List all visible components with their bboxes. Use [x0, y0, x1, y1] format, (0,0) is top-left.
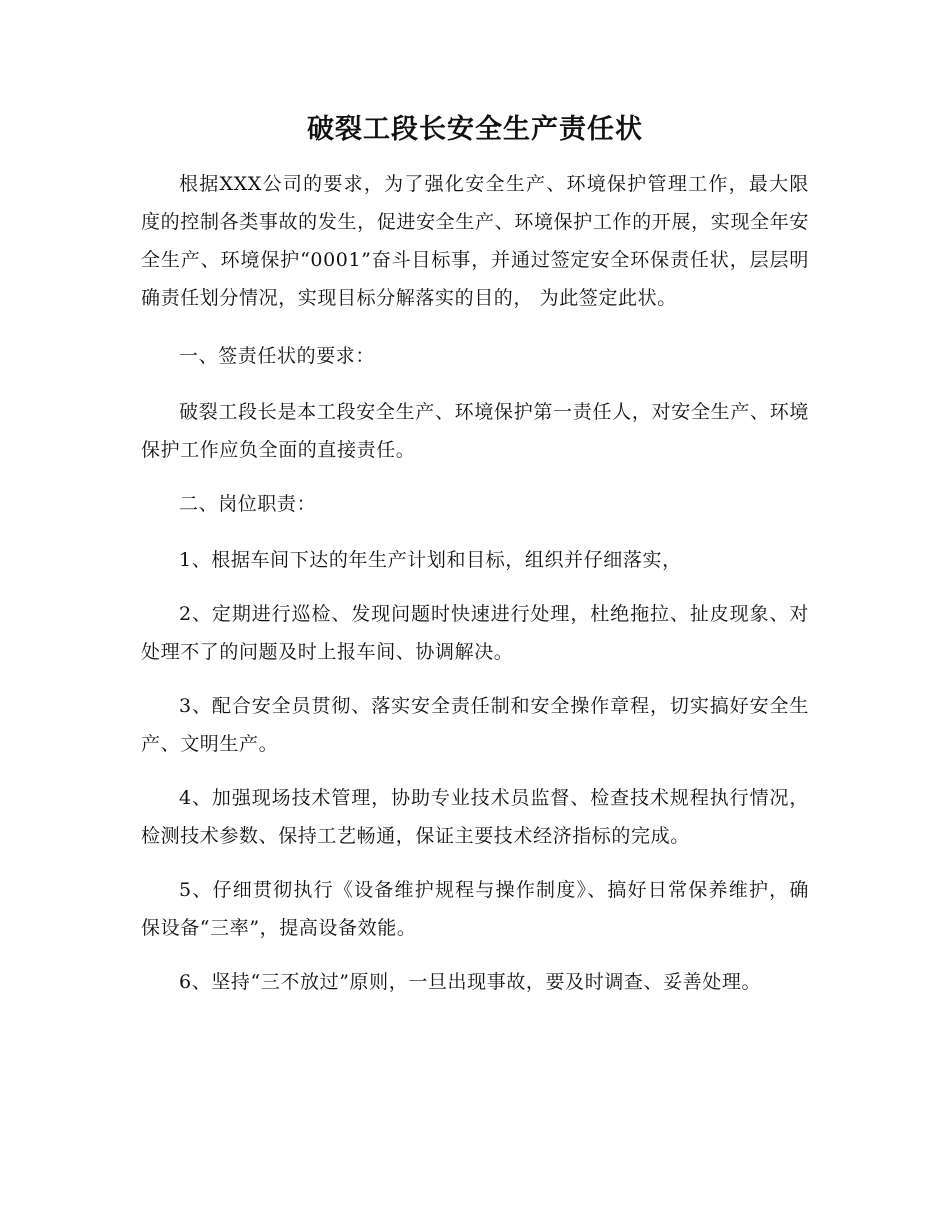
intro-paragraph: 根据XXX公司的要求，为了强化安全生产、环境保护管理工作，最大限度的控制各类事故的发生，促进安全生产、环境保护工作的开展，实现全年安全生产、环境保护“0001”奋斗目标事，并通过签定安全环保责任状，层层明确责任划分情况，实现目标分解落实的目的， 为此签定此状。 [141, 173, 809, 309]
section-heading-requirements: 一、签责任状的要求： [179, 345, 376, 367]
duty-item-6: 6、坚持“三不放过”原则，一旦出现事故，要及时调查、妥善处理。 [179, 971, 762, 993]
duty-item-4: 4、加强现场技术管理，协助专业技术员监督、检查技术规程执行情况，检测技术参数、保持工艺畅通，保证主要技术经济指标的完成。 [141, 787, 809, 847]
duty-item-1: 1、根据车间下达的年生产计划和目标，组织并仔细落实， [179, 549, 682, 571]
document-body [141, 165, 809, 1017]
duty-item-3: 3、配合安全员贯彻、落实安全责任制和安全操作章程，切实搞好安全生产、文明生产。 [141, 695, 809, 755]
section-heading-duties: 二、岗位职责： [179, 493, 317, 515]
document-title: 破裂工段长安全生产责任状 [307, 114, 643, 145]
duty-item-5: 5、仔细贯彻执行《设备维护规程与操作制度》、搞好日常保养维护，确保设备“三率”，提高设备效能。 [141, 879, 809, 939]
responsibility-paragraph: 破裂工段长是本工段安全生产、环境保护第一责任人，对安全生产、环境保护工作应负全面的直接责任。 [141, 401, 809, 461]
duty-item-2: 2、定期进行巡检、发现问题时快速进行处理，杜绝拖拉、扯皮现象、对处理不了的问题及时上报车间、协调解决。 [141, 603, 809, 663]
